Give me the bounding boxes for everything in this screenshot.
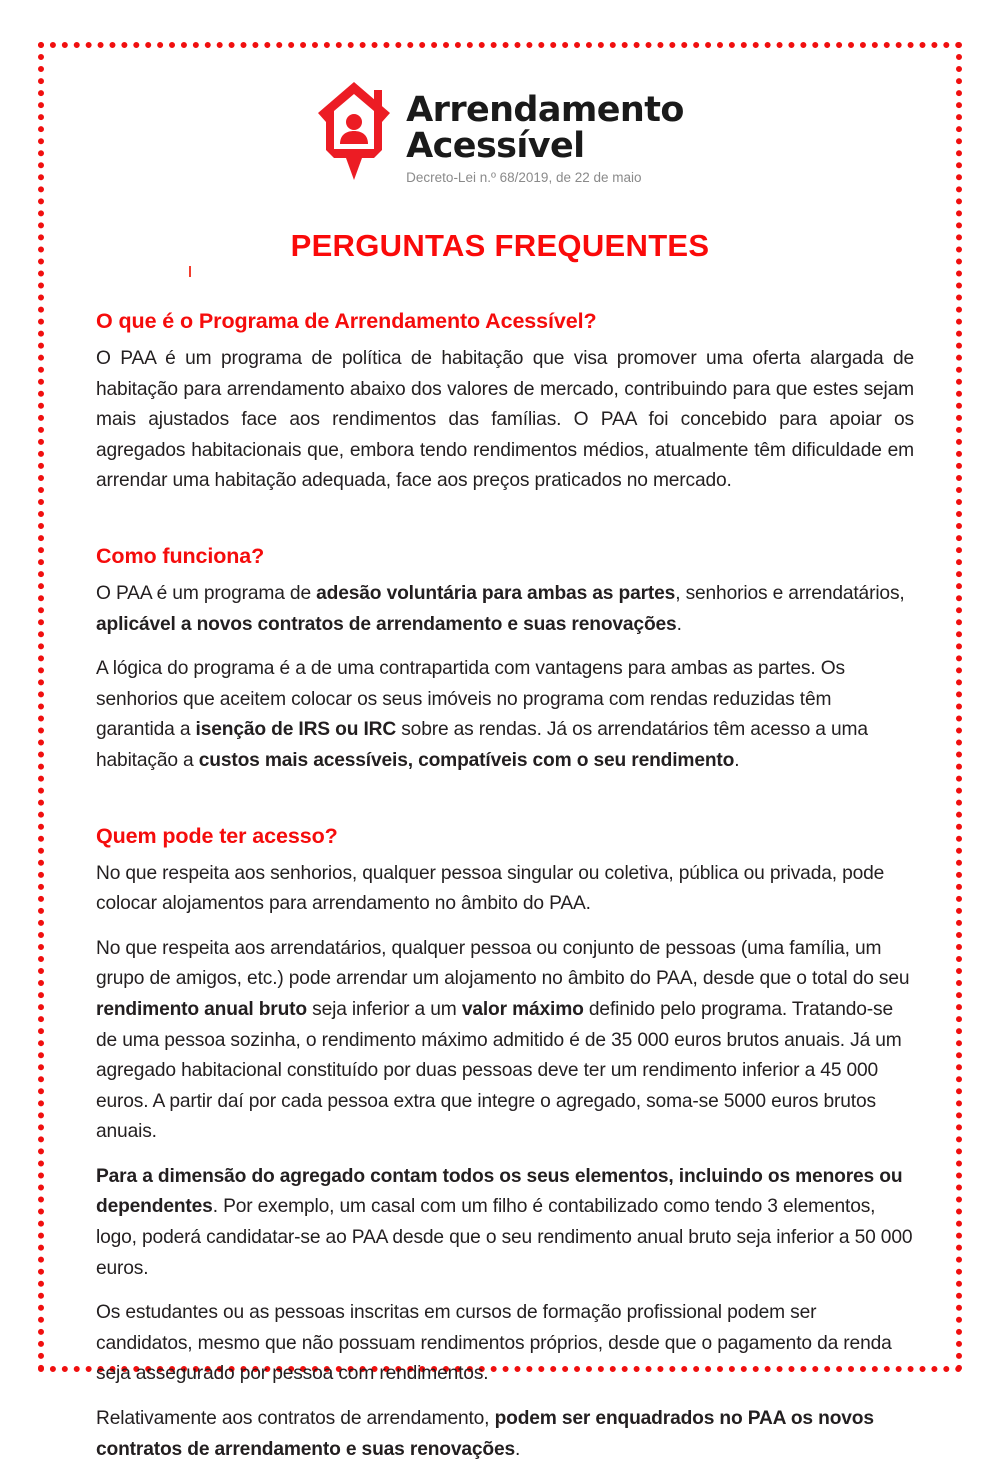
paragraph (96, 934, 914, 1148)
logo-wordmark (406, 78, 684, 187)
stray-scan-mark (189, 266, 191, 277)
body-text: . (515, 1438, 521, 1460)
body-text: . (676, 613, 682, 635)
paragraph (96, 654, 914, 776)
logo-word-line1: Arrendamento (406, 90, 684, 130)
paragraph-spacer (96, 1148, 914, 1162)
emphasis-text: valor máximo (461, 998, 584, 1020)
logo-block (0, 78, 1000, 187)
page-title: PERGUNTAS FREQUENTES (290, 228, 710, 263)
emphasis-text: podem ser enquadrados no PAA os novos contratos de arrendamento e suas renovações (96, 1408, 874, 1460)
body-text: sobre as rendas. Já os arrendatários têm acesso a uma habitação a (96, 719, 868, 771)
faq-content (96, 306, 914, 1465)
body-text: , senhorios e arrendatários, (675, 582, 905, 604)
section-spacer (96, 497, 914, 541)
body-text: Relativamente aos contratos de arrendamento, (96, 1408, 495, 1430)
paragraph (96, 579, 914, 640)
section-heading: Quem pode ter acesso? (96, 823, 338, 848)
paragraph-spacer (96, 1284, 914, 1298)
section-spacer (96, 777, 914, 821)
heading-spacer (96, 851, 914, 859)
paragraph (96, 859, 914, 920)
paragraph-spacer (96, 1390, 914, 1404)
section-heading: O que é o Programa de Arrendamento Acessível? (96, 309, 597, 333)
emphasis-text: isenção de IRS ou IRC (195, 719, 397, 741)
body-text: seja inferior a um (306, 998, 462, 1020)
section-heading: Como funciona? (96, 543, 265, 568)
paragraph (96, 1162, 914, 1284)
body-text: . Por exemplo, um casal com um filho é contabilizado como tendo 3 elementos, logo, poderá candidatar-se ao PAA desde que o seu rendimento anual bruto seja inferior a 50 000 euros. (96, 1196, 913, 1279)
paragraph-spacer (96, 640, 914, 654)
house-person-pin-icon (316, 80, 392, 180)
paragraph (96, 1298, 914, 1390)
body-text: No que respeita aos senhorios, qualquer pessoa singular ou coletiva, pública ou privada, pode colocar alojamentos para arrendamento no âmbito do PAA. (96, 862, 885, 915)
body-text: Os estudantes ou as pessoas inscritas em cursos de formação profissional podem ser candidatos, mesmo que não possuam rendimentos próprios, desde que o pagamento da renda seja assegurado por pessoa com rendimentos. (96, 1302, 892, 1385)
body-text: No que respeita aos arrendatários, qualquer pessoa ou conjunto de pessoas (uma família, um grupo de amigos, etc.) pode arrendar um alojamento no âmbito do PAA, desde que o total do seu (96, 937, 910, 990)
body-text: O PAA é um programa de política de habitação que visa promover uma oferta alargada de habitação para arrendamento abaixo dos valores de mercado, contribuindo para que estes sejam mais ajustados face aos rendimentos das famílias. O PAA foi concebido para apoiar os agregados habitacionais que, embora tendo rendimentos médios, atualmente têm dificuldade em arrendar uma habitação adequada, face aos preços praticados no mercado. (96, 348, 914, 492)
body-text: O PAA é um programa de (96, 582, 317, 604)
paragraph (96, 344, 914, 497)
logo-subtitle: Decreto-Lei n.º 68/2019, de 22 de maio (406, 170, 642, 185)
emphasis-text: rendimento anual bruto (96, 998, 307, 1020)
paragraph (96, 1404, 914, 1465)
emphasis-text: adesão voluntária para ambas as partes (316, 582, 676, 604)
body-text: definido pelo programa. Tratando-se de uma pessoa sozinha, o rendimento máximo admitido é de 35 000 euros brutos anuais. Já um agregado habitacional constituído por duas pessoas deve ter um rendimento inferior a 45 000 euros. A partir daí por cada pessoa extra que integre o agregado, soma-se 5000 euros brutos anuais. (96, 998, 902, 1143)
emphasis-text: aplicável a novos contratos de arrendamento e suas renovações (96, 613, 677, 635)
logo-inner (316, 78, 684, 187)
heading-spacer (96, 336, 914, 344)
body-text: . (734, 749, 740, 771)
logo-word-line2: Acessível (406, 126, 585, 166)
emphasis-text: Para a dimensão do agregado contam todos os seus elementos, incluindo os menores ou dependentes (96, 1165, 903, 1218)
emphasis-text: custos mais acessíveis, compatíveis com o seu rendimento (198, 749, 735, 771)
body-text: A lógica do programa é a de uma contrapartida com vantagens para ambas as partes. Os senhorios que aceitem colocar os seus imóveis no programa com rendas reduzidas têm garantida a (96, 658, 845, 741)
heading-spacer (96, 571, 914, 579)
paragraph-spacer (96, 920, 914, 934)
